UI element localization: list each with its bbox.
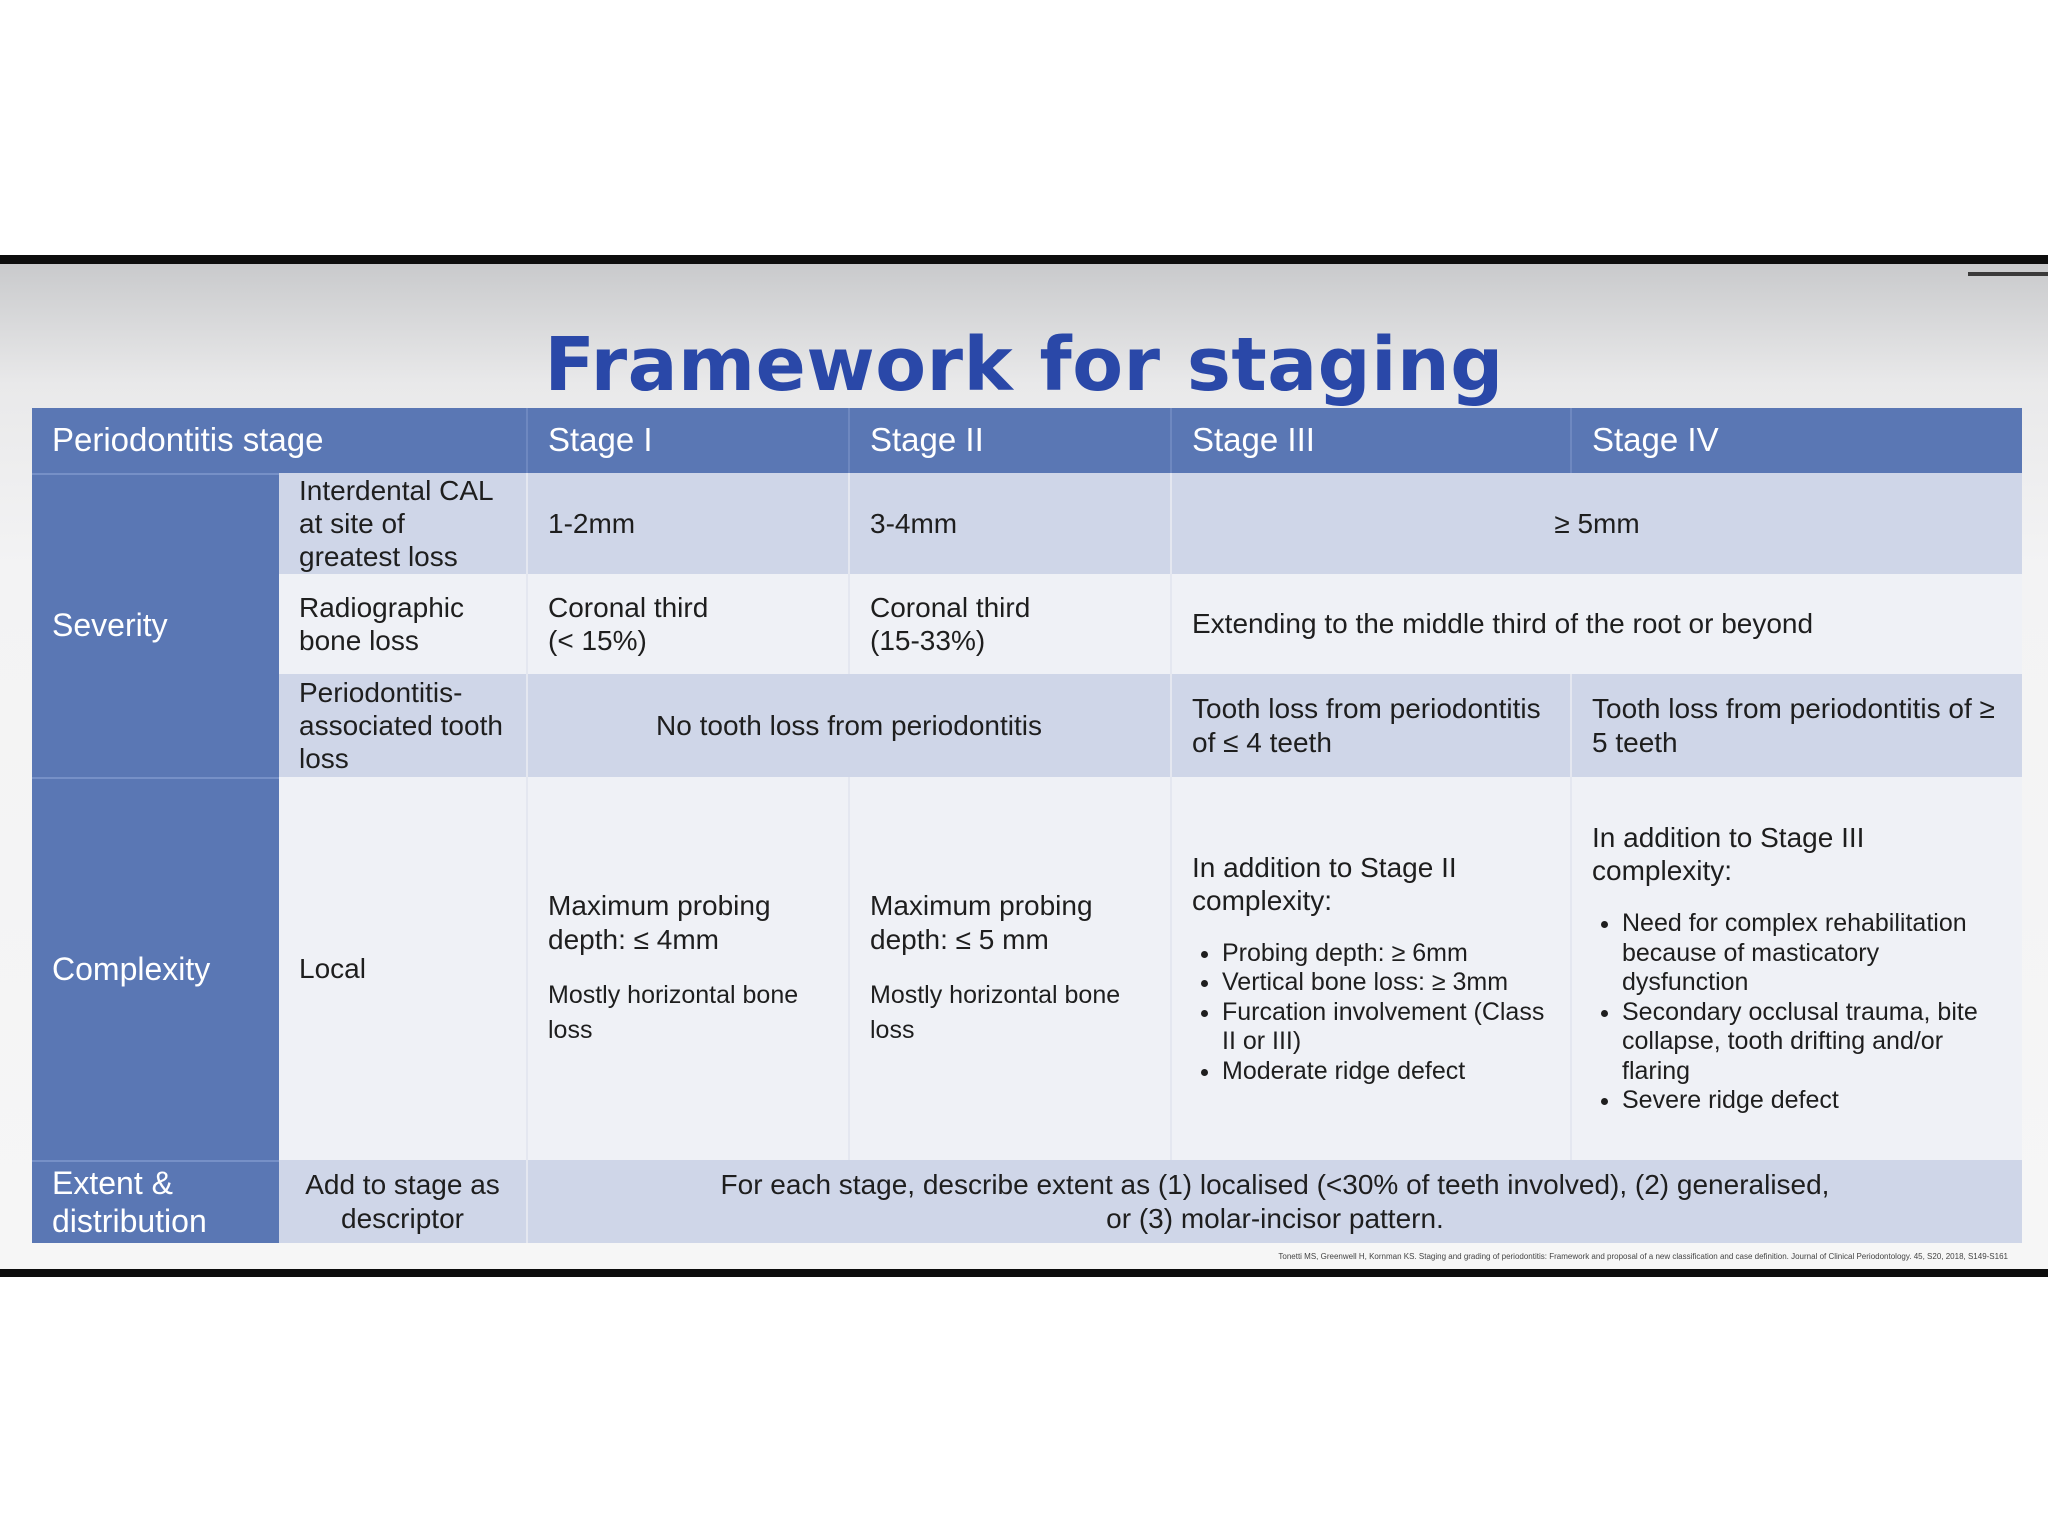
header-stage-3: Stage III: [1172, 408, 1572, 473]
extent-description: [528, 1160, 2022, 1243]
header-stage-2: Stage II: [850, 408, 1172, 473]
criterion-radiographic-bone-loss: Radiographic bone loss: [279, 574, 528, 674]
staging-table: [32, 408, 2022, 1243]
list-item: • Secondary occlusal trauma, bite collapse, tooth drifting and/or flaring: [1622, 998, 2002, 1087]
tooth-loss-stage-3: Tooth loss from periodontitis of ≤ 4 teeth: [1172, 674, 1572, 777]
list-item: • Probing depth: ≥ 6mm: [1222, 939, 1550, 969]
complexity-stage-3-intro: In addition to Stage II complexity:: [1192, 851, 1457, 916]
cal-stage-1: 1-2mm: [528, 473, 850, 574]
list-item: • Vertical bone loss: ≥ 3mm: [1222, 968, 1550, 998]
complexity-stage-1: [528, 777, 850, 1160]
row-label-complexity: Complexity: [32, 777, 279, 1160]
complexity-stage-1-bone: Mostly horizontal bone loss: [548, 980, 799, 1044]
header-periodontitis-stage: Periodontitis stage: [32, 408, 528, 473]
bone-loss-stage-2-line1: Coronal third: [870, 591, 1031, 623]
complexity-stage-3: [1172, 777, 1572, 1160]
row-label-severity: Severity: [32, 473, 279, 777]
complexity-stage-2: [850, 777, 1172, 1160]
criterion-add-to-stage: Add to stage as descriptor: [279, 1160, 528, 1243]
criterion-tooth-loss: Periodontitis-associated tooth loss: [279, 674, 528, 777]
bone-loss-stage-2: [850, 574, 1172, 674]
extent-description-line1: For each stage, describe extent as (1) localised (<30% of teeth involved), (2) generalised,: [720, 1169, 1830, 1201]
row-label-extent-distribution: Extent & distribution: [32, 1160, 279, 1243]
list-item: • Severe ridge defect: [1622, 1086, 2002, 1116]
extent-description-line2: or (3) molar-incisor pattern.: [1106, 1202, 1444, 1234]
complexity-stage-3-list: [1192, 939, 1550, 1087]
complexity-stage-1-depth: Maximum probing depth: ≤ 4mm: [548, 890, 771, 955]
bone-loss-stage-1: [528, 574, 850, 674]
list-item: • Need for complex rehabilitation because of masticatory dysfunction: [1622, 909, 2002, 998]
tooth-loss-stage-1-2: No tooth loss from periodontitis: [528, 674, 1172, 777]
cal-stage-3-4: ≥ 5mm: [1172, 473, 2022, 574]
slide-title: Framework for staging: [544, 322, 1504, 408]
tooth-loss-stage-4: Tooth loss from periodontitis of ≥ 5 teeth: [1572, 674, 2022, 777]
header-stage-1: Stage I: [528, 408, 850, 473]
complexity-stage-4: [1572, 777, 2022, 1160]
bone-loss-stage-2-line2: (15-33%): [870, 625, 986, 656]
citation: Tonetti MS, Greenwell H, Kornman KS. Staging and grading of periodontitis: Framework and proposal of a new classification and case definition. Journal of Clinical Periodontology. 45, S20, 2018, S149-S161: [1278, 1252, 2008, 1261]
criterion-local: Local: [279, 777, 528, 1160]
complexity-stage-4-list: [1592, 909, 2002, 1116]
bone-loss-stage-3-4: Extending to the middle third of the root or beyond: [1172, 574, 2022, 674]
cal-stage-2: 3-4mm: [850, 473, 1172, 574]
slide-corner-mark: [1968, 272, 2048, 276]
criterion-interdental-cal: Interdental CAL at site of greatest loss: [279, 473, 528, 574]
complexity-stage-2-bone: Mostly horizontal bone loss: [870, 980, 1121, 1044]
bone-loss-stage-1-line1: Coronal third: [548, 591, 709, 623]
complexity-stage-2-depth: Maximum probing depth: ≤ 5 mm: [870, 890, 1093, 955]
list-item: • Furcation involvement (Class II or III): [1222, 998, 1550, 1057]
list-item: • Moderate ridge defect: [1222, 1057, 1550, 1087]
complexity-stage-4-intro: In addition to Stage III complexity:: [1592, 822, 1865, 887]
bone-loss-stage-1-line2: (< 15%): [548, 625, 647, 656]
slide: [0, 255, 2048, 1277]
header-stage-4: Stage IV: [1572, 408, 2022, 473]
